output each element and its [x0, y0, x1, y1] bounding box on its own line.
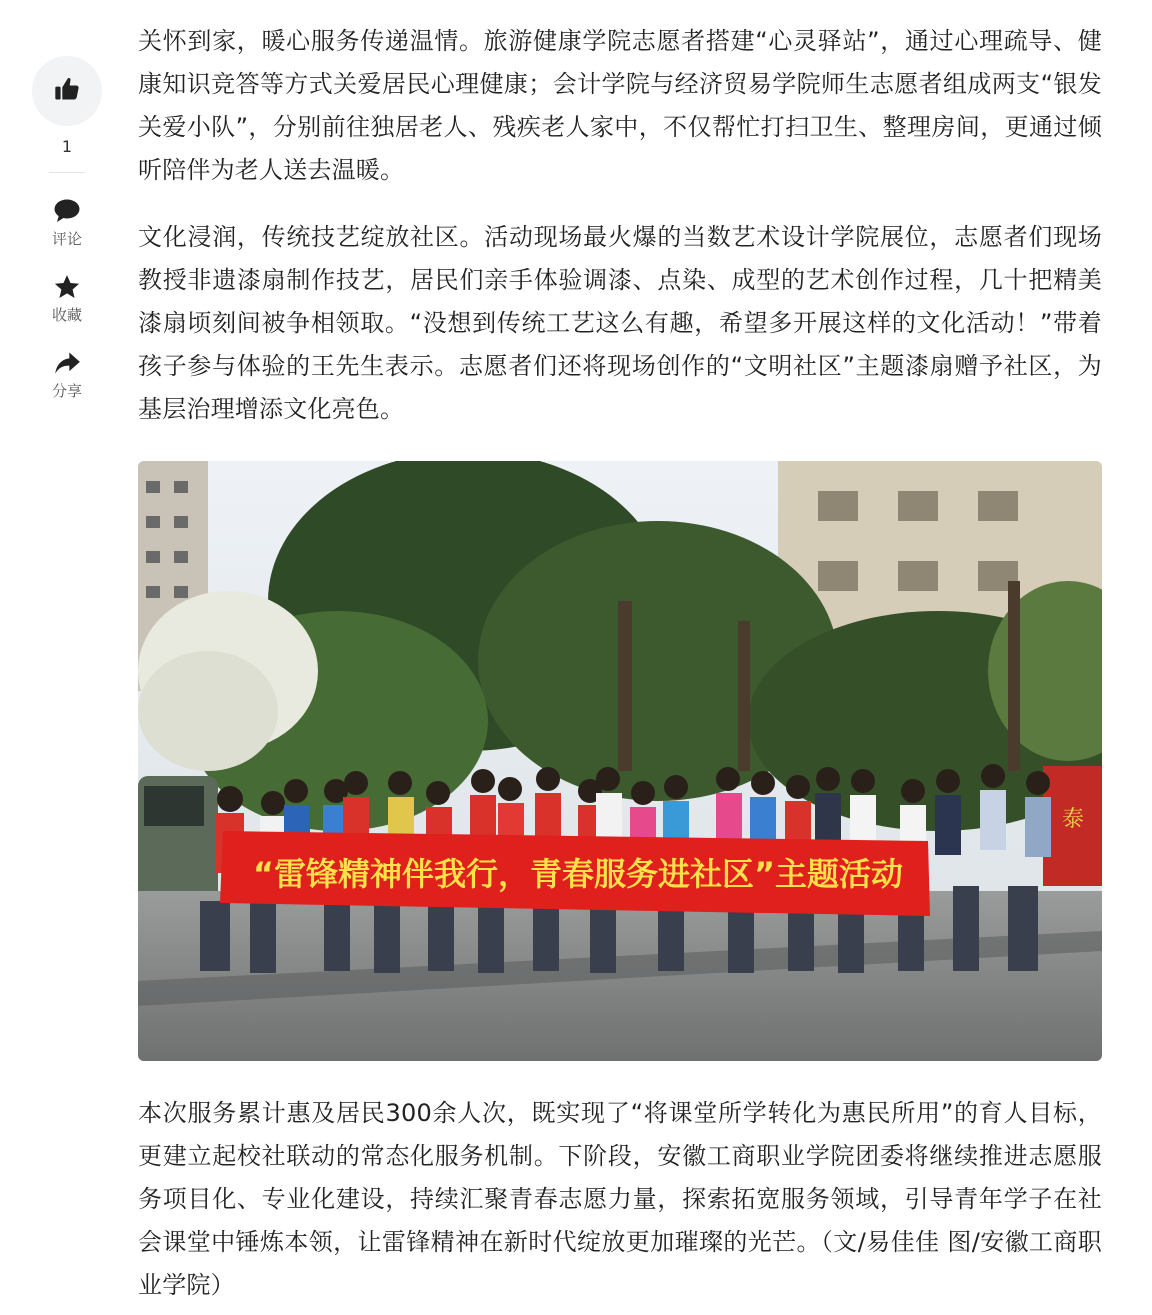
article-paragraph: 关怀到家，暖心服务传递温情。旅游健康学院志愿者搭建“心灵驿站”，通过心理疏导、健康知识竞答等方式关爱居民心理健康；会计学院与经济贸易学院师生志愿者组成两支“银发关爱小队”，分别前往独居老人、残疾老人家中，不仅帮忙打扫卫生、整理房间，更通过倾听陪伴为老人送去温暖。: [138, 27, 1102, 184]
favorite-button[interactable]: [32, 273, 102, 325]
thumbs-up-icon: [53, 75, 81, 107]
article-action-rail: [32, 56, 102, 401]
article-paragraph: 文化浸润，传统技艺绽放社区。活动现场最火爆的当数艺术设计学院展位，志愿者们现场教授非遗漆扇制作技艺，居民们亲手体验调漆、点染、成型的艺术创作过程，几十把精美漆扇顷刻间被争相领取。“没想到传统工艺这么有趣，希望多开展这样的文化活动！”带着孩子参与体验的王先生表示。志愿者们还将现场创作的“文明社区”主题漆扇赠予社区，为基层治理增添文化亮色。: [138, 223, 1102, 423]
rail-divider: [49, 172, 85, 173]
article-closing-paragraph: 本次服务累计惠及居民300余人次，既实现了“将课堂所学转化为惠民所用”的育人目标，更建立起校社联动的常态化服务机制。下阶段，安徽工商职业学院团委将继续推进志愿服务项目化、专业化建设，持续汇聚青春志愿力量，探索拓宽服务领域，引导青年学子在社会课堂中锤炼本领，让雷锋精神在新时代绽放更加璀璨的光芒。（文/易佳佳 图/安徽工商职业学院）: [138, 1099, 1102, 1299]
photo-banner: [220, 831, 930, 916]
article-body: [138, 20, 1102, 431]
group-photo-illustration: [138, 461, 1102, 1061]
star-icon: [52, 273, 82, 301]
comment-label: 评论: [51, 230, 82, 248]
share-button[interactable]: [32, 349, 102, 401]
stall-sign-text: 泰: [1061, 807, 1085, 832]
like-button[interactable]: [32, 56, 102, 126]
share-arrow-icon: [52, 349, 82, 377]
banner-text: “雷锋精神伴我行，青春服务进社区”主题活动: [252, 855, 904, 893]
comment-button[interactable]: [32, 197, 102, 249]
comment-bubble-icon: [53, 197, 81, 225]
group-photo: [138, 461, 1102, 1061]
like-count: 1: [61, 137, 73, 156]
favorite-label: 收藏: [51, 306, 82, 324]
share-label: 分享: [51, 382, 82, 400]
